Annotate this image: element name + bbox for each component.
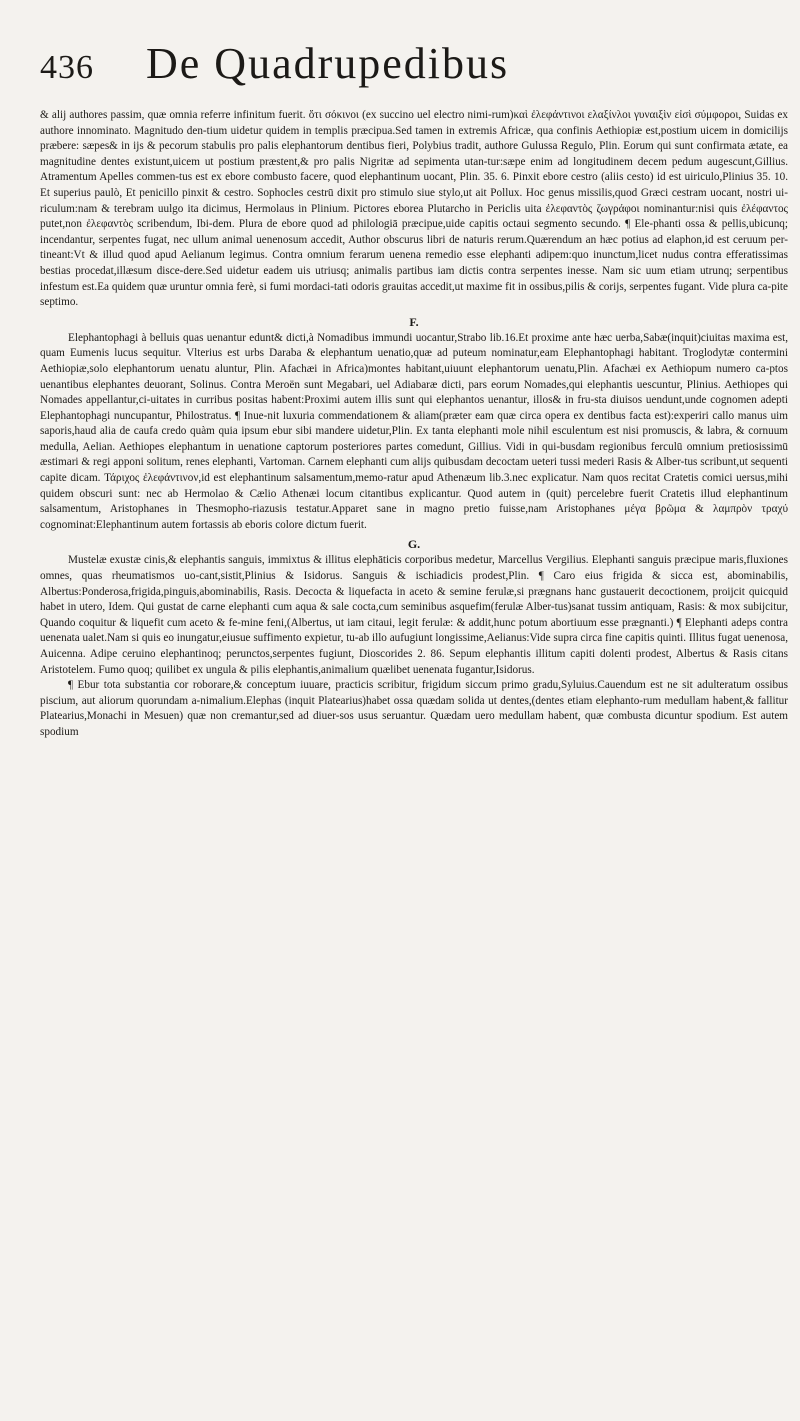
page-number: 436	[40, 49, 94, 86]
paragraph: ¶ Ebur tota substantia cor roborare,& conceptum iuuare, practicis scribitur, frigidum siccum primo gradu,Syluius.Cauendum est ne sit adulteratum ossibus piscium, aut aliorum quorundam a-nimalium.Elephas (inquit Platearius)habet ossa quædam solida ut dentes,(dentes etiam elephanto-rum medullam habent,& fallitur Platearius,Monachi in Mesuen) quæ non cremantur,sed ad diuer-sos usus seruantur. Quædam uero medullam habent, quæ combusta dicuntur spodium. Est autem spodium	[40, 679, 788, 738]
paragraph: Mustelæ exustæ cinis,& elephantis sanguis, immixtus & illitus elephāticis corporibus medetur, Marcellus Vergilius. Elephanti sanguis præcipue maris,fluxiones omnes, quas rheumatismos uo-cant,sistit,Plinius & Isidorus. Sanguis & ischiadicis prodest,Plin. ¶ Caro eius frigida & sicca est, abominabilis, Albertus:Ponderosa,frigida,pinguis,abominabilis, Rasis. Decocta & liquefacta in aceto & semine ferulæ,si prægnans hanc gustauerit decoctionem, proijcit quicquid habet in utero, Idem. Qui gustat de carne elephanti cum aqua & sale cocta,cum seminibus asquefim(ferulæ Alber-tus)sanat tussim antiquam, Rasis: & mox subijcitur, Quando coquitur & liquefit cum aceto & fe-mine feni,(Albertus, ut iam citaui, legit ferulæ: & addit,hunc potum abortiuum esse prægnanti.) ¶ Elephanti adeps contra uenenata ualet.Nam si quis eo inungatur,eiusue suffimento expietur, tu-ab illo aufugiunt longissime,Aelianus:Vide supra circa fine capitis quinti. Illitus fugat uenenosa, Auicenna. Adipe ceruino elephantinoq; perunctos,serpentes fugiunt, Dioscorides 2. 86. Sepum elephantis illitum capiti dolenti prodest, Albertus & Rasis citans Aristotelem. Fumo quoq; quilibet ex ungula & pilis elephantis,animalium quælibet uenenata fugantur,Isidorus.	[40, 554, 788, 676]
paragraph: Elephantophagi à belluis quas uenantur edunt& dicti,à Nomadibus immundi uocantur,Strabo lib.16.Et proxime ante hæc uerba,Sabæ(inquit)ciuitas maxima est, quam Eumenis lucus sequitur. Vlterius est urbs Daraba & elephantum uenatio,quæ ad puteum nominatur,eam Elephantophagi habitant. Troglodytæ contermini Aethiopiæ,solo elephantorum uenatu aluntur, Plin. Afachæi in Africa)montes habitant,uiuunt elephantorum uenatu,Plin. Afachæi ex Aethiopum numero ca-ptos uenantibus elephantes deuorant, Solinus. Contra Meroën sunt Megabari, uel Adiabaræ dicti, pars eorum Nomades,qui elephantis uescuntur, Plinius. Aethiopes qui Nomades appellantur,ci-uitates in curribus positas habent:Proximi autem illis sunt qui elephantos uenantur, illos& in fru-sta diuisos uendunt,unde cognomen adepti Elephantophagi nuncupantur, Philostratus. ¶ Inue-nit luxuria commendationem & aliam(præter eam quæ circa opera ex dentibus facta est):experiri callo manus uim saporis,haud alia de caufa credo quàm quia ipsum ebur sibi mandere uidetur,Plin. Ex tanta elephanti mole nihil esculentum est nisi promuscis, & labra, & cornuum medulla, Aelian. Aethiopes elephantum in uenatione captorum posteriores partes comedunt, Gillius. Vidi in qui-busdam regionibus ferculū omnium pretiosissimū æstimari & regi apponi solitum, renes elephanti, Vartoman. Carnem elephanti cum alijs quibusdam decoctam ueteri tussi mederi Rasis & Alber-tus scribunt,ut sequenti capite dicam. Τάριχος ἐλεφάντινον,id est elephantinum salsamentum,memo-ratur apud Athenæum lib.3.nec explicatur. Nam quos recitat Cratetis comici uersus,mihi quidem obscuri sunt: nec ab Hermolao & Cælio Athenæi locum citantibus explicantur. Quod autem in (quit) percelebre fuerit Cratetis illud elephantinum salsamentum, Aristophanes in Thesmopho-riazusis testatur.Apparet sane in magno pretio fuisse,nam Aristophanes μέγα βρῶμα & λαμπρὸν τραχύ cognominat:Elephantinum autem fortassis ab eboris colore dictum fuerit.	[40, 331, 788, 531]
running-head: De Quadrupedibus	[146, 39, 510, 88]
body-text	[40, 108, 788, 741]
section-marker-f: F.	[409, 314, 419, 329]
page-header	[40, 38, 790, 108]
section-marker-g: G.	[407, 537, 421, 552]
paragraph: & alij authores passim, quæ omnia referre infinitum fuerit. ὅτι σόκινοι (ex succino uel electro nimi-rum)καὶ ἐλεφάντινοι ελαξίνλοι γυναιξὶν εἰσὶ σύμφοροι, Suidas ex authore innominato. Magnitudo den-tium uidetur quidem in templis præcipua.Sed tamen in extremis Africæ, qua confinis Aethiopiæ est,postium uicem in domicilijs præbere: sæpes& in ijs & pecorum stabulis pro palis elephantorum dentibus fieri, Polybius tradit, authore Gulussa Regulo, Plin. Eorum qui sunt confirmata ætate, ea magnitudine dentes existunt,uicem ut postium præstent,& pro palis Nigritæ ad sepimenta utan-tur:sæpe enim ad longitudinem decem pedum augescunt,Gillius. Atramentum Apelles commen-tus est ex ebore combusto facere, quod elephantinum uocant, Plin. 35. 6. Pinxit ebore cestro (aliis cesto) id est uiriculo,Plinius 35. 10. Et superius paulò, Et penicillo pinxit & cestro. Sophocles cestrū dixit pro stimulo siue stylo,ut ait Pollux. Hoc genus missilis,quod Græci cestram uocant, nostri ui-riculum:nam & terebram uulgo ita dicimus, Hermolaus in Plinium. Pictores eborea Plutarcho in Periclis uita ἐλεφαντὸς ζωγράφοι nominantur:nisi quis ἐλέφαντος putet,non ἐλεφαντὸς scribendum, Ibi-dem. Plura de ebore quod ad philologiā præcipue,uide capitis octaui segmento secundo. ¶ Ele-phanti ossa & pellis,ubicunq; incendantur, serpentes fugat, nec ullum animal uenenosum accedit, Author obscurus libri de naturis rerum.Quærendum an hæc potius ad elaphon,id est ceruum per-tineant:Vt & illud quod apud Aelianum legimus. Contra omnium ferarum uenena remedio esse elephanti adipem:quo inunctum,licet nudus contra efferatissimas bestias procedat,illæsum disce-dere.Sed uidetur eadem uis utriusq; animalis partibus iam dictis contra serpentes inesse. Nam sic uum etiam utrunq; serpentibus infestum est.Ea quidem quæ uruntur omnia ferè, si fumi mordaci-tati odoris grauitas accedit,ut maxime fit in ossibus,pilis & corijs, serpentes fugant. Vide plura ca-pite septimo.	[40, 109, 788, 309]
